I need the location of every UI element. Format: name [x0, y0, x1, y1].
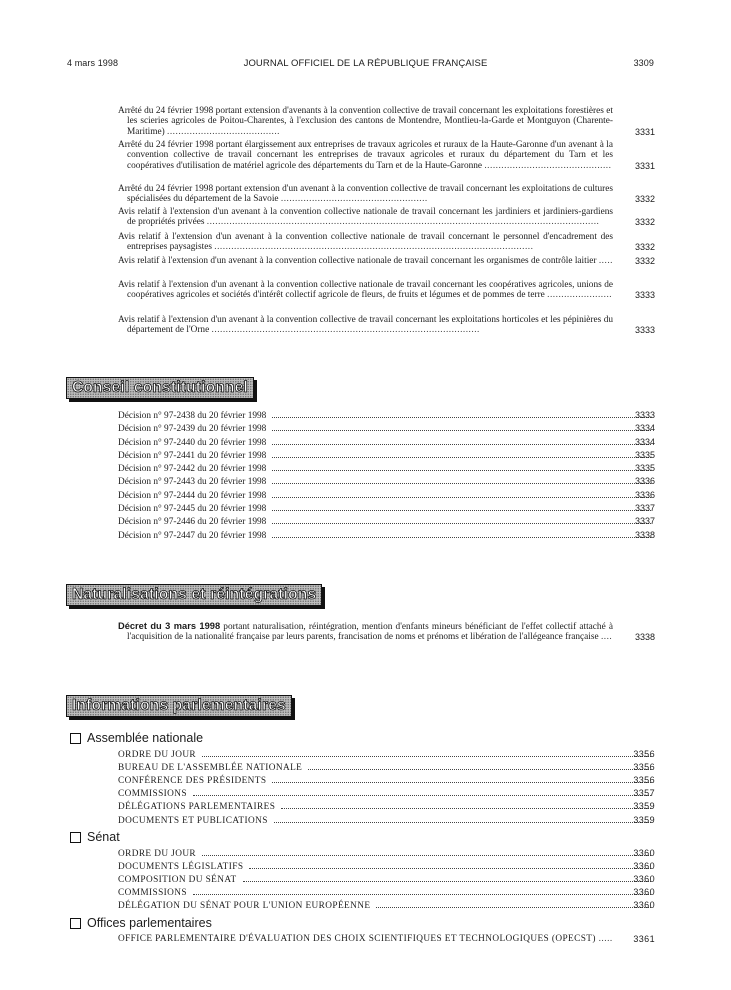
item-label: COMMISSIONS — [118, 789, 187, 799]
toc-entry[interactable]: Avis relatif à l'extension d'un avenant à la convention collective nationale de travail concernant le personnel d'encadrement des entreprises paysagistes ................................................................................................................. 3332 — [118, 232, 655, 253]
decision-label: Décision n° 97-2445 du 20 février 1998 — [118, 504, 267, 514]
item-page: 3356 — [633, 762, 655, 772]
entry-page: 3331 — [634, 160, 655, 171]
entry-page: 3332 — [634, 194, 655, 205]
decision-page: 3334 — [634, 437, 655, 447]
entry-text: Avis relatif à l'extension d'un avenant à la convention collective nationale de travail concernant le personnel d'encadrement des entreprises paysagistes — [118, 232, 613, 253]
decision-page: 3337 — [634, 503, 655, 513]
item-page: 3359 — [633, 815, 655, 825]
item-label: DÉLÉGATION DU SÉNAT POUR L'UNION EUROPÉENNE — [118, 901, 371, 911]
decision-page: 3336 — [634, 490, 655, 500]
banner-title: Naturalisations et réintégrations — [72, 586, 317, 603]
toc-entry[interactable]: Arrêté du 24 février 1998 portant extension d'avenants à la convention collective de travail concernant les exploitations forestières et les scieries agricoles de Poitou-Charentes, à l'exclusion des cantons de Montendre, Montlieu-la-Garde et Montguyon (Charente-Maritime) ........................................ 3331 — [118, 106, 655, 137]
decision-row[interactable] — [118, 490, 655, 501]
entry-text: Avis relatif à l'extension d'un avenant à la convention collective nationale de travail concernant les coopératives agricoles, unions de coopératives agricoles et sociétés d'intérêt collectif agricole de fleurs, de fruits et légumes et de pommes de terre — [118, 280, 613, 301]
subsection-offices — [70, 916, 212, 930]
decision-page: 3338 — [634, 530, 655, 540]
banner-title: Conseil constitutionnel — [72, 379, 248, 396]
item-page: 3360 — [633, 900, 655, 910]
section-banner-informations — [66, 695, 292, 717]
decision-label: Décision n° 97-2447 du 20 février 1998 — [118, 531, 267, 541]
decision-page: 3335 — [634, 463, 655, 473]
toc-entry[interactable]: Avis relatif à l'extension d'un avenant à la convention collective nationale de travail concernant les jardiniers et jardiniers-gardiens de propriétés privées ........................................................................................................................................... 3332 — [118, 207, 655, 228]
entry-text: Arrêté du 24 février 1998 portant extension d'un avenant à la convention collective de travail concernant les exploitations de cultures spécialisées du département de la Savoie — [118, 184, 613, 205]
entry-text: Avis relatif à l'extension d'un avenant à la convention collective nationale de travail concernant les jardiniers et jardiniers-gardiens de propriétés privées — [118, 207, 613, 228]
decision-row[interactable] — [118, 410, 655, 421]
entry-page: 3333 — [634, 290, 655, 301]
entry-page: 3332 — [634, 256, 655, 266]
list-item[interactable] — [118, 874, 655, 885]
item-page: 3359 — [633, 801, 655, 811]
decision-label: Décision n° 97-2440 du 20 février 1998 — [118, 438, 267, 448]
list-item[interactable] — [118, 788, 655, 799]
list-item[interactable] — [118, 861, 655, 872]
item-page: 3360 — [633, 874, 655, 884]
entry-text: Avis relatif à l'extension d'un avenant à la convention collective nationale de travail concernant les organismes de contrôle laitier — [118, 256, 597, 266]
item-label: ORDRE DU JOUR — [118, 750, 197, 760]
subsection-heading: Offices parlementaires — [87, 916, 212, 930]
item-label: ORDRE DU JOUR — [118, 849, 197, 859]
item-label: COMPOSITION DU SÉNAT — [118, 875, 237, 885]
header-page-number: 3309 — [633, 58, 654, 68]
list-item[interactable] — [118, 749, 655, 760]
decision-page: 3335 — [634, 450, 655, 460]
decision-row[interactable] — [118, 503, 655, 514]
entry-page: 3332 — [634, 242, 655, 253]
toc-entry[interactable]: Arrêté du 24 février 1998 portant extension d'un avenant à la convention collective de travail concernant les exploitations de cultures spécialisées du département de la Savoie .................................................... 3332 — [118, 184, 655, 205]
item-page: 3360 — [633, 848, 655, 858]
decision-label: Décision n° 97-2443 du 20 février 1998 — [118, 477, 267, 487]
list-item[interactable] — [118, 900, 655, 911]
item-label: DOCUMENTS LÉGISLATIFS — [118, 862, 244, 872]
decision-row[interactable] — [118, 423, 655, 434]
entry-text: Avis relatif à l'extension d'un avenant à la convention collective de travail concernant les exploitations horticoles et les pépinières du département de l'Orne — [118, 315, 613, 336]
item-page: 3361 — [633, 934, 655, 944]
decision-label: Décision n° 97-2439 du 20 février 1998 — [118, 424, 267, 434]
header-journal-title: JOURNAL OFFICIEL DE LA RÉPUBLIQUE FRANÇAISE — [243, 58, 488, 69]
list-item[interactable] — [118, 801, 655, 812]
decision-page: 3334 — [634, 423, 655, 433]
entry-page: 3332 — [634, 217, 655, 228]
decision-row[interactable] — [118, 476, 655, 487]
item-label: COMMISSIONS — [118, 888, 187, 898]
entry-page: 3333 — [634, 325, 655, 336]
entry-page: 3331 — [634, 126, 655, 137]
item-label: DÉLÉGATIONS PARLEMENTAIRES — [118, 802, 276, 812]
decision-label: Décision n° 97-2444 du 20 février 1998 — [118, 491, 267, 501]
toc-entry[interactable]: Avis relatif à l'extension d'un avenant à la convention collective nationale de travail concernant les organismes de contrôle laitier ..... 3332 — [118, 256, 655, 266]
entry-page: 3338 — [634, 632, 655, 643]
banner-title: Informations parlementaires — [72, 697, 286, 714]
decision-label: Décision n° 97-2441 du 20 février 1998 — [118, 451, 267, 461]
list-item[interactable] — [118, 762, 655, 773]
decision-row[interactable] — [118, 516, 655, 527]
item-page: 3356 — [633, 749, 655, 759]
list-item[interactable] — [118, 887, 655, 898]
toc-entry[interactable]: Arrêté du 24 février 1998 portant élargissement aux entreprises de travaux agricoles et ruraux de la Haute-Garonne d'un avenant à la convention collective de travail concernant les entreprises de travaux agricoles et ruraux du département du Tarn et les coopératives d'utilisation de matériel agricole des départements du Tarn et de la Haute-Garonne ............................................. 3331 — [118, 140, 655, 171]
item-label: OFFICE PARLEMENTAIRE D'ÉVALUATION DES CHOIX SCIENTIFIQUES ET TECHNOLOGIQUES (OPECST) — [118, 934, 596, 944]
decret-title: Décret du 3 mars 1998 — [118, 621, 221, 631]
item-page: 3360 — [633, 861, 655, 871]
subsection-heading: Sénat — [87, 830, 120, 844]
decision-row[interactable] — [118, 530, 655, 541]
subsection-heading: Assemblée nationale — [87, 731, 204, 745]
subsection-assemblee — [70, 731, 203, 745]
decret-text: portant naturalisation, réintégration, mention d'enfants mineurs bénéficiant de l'effet collectif attaché à l'acquisition de la nationalité française par leurs parents, francisation de noms et prénoms et libération de l'allégeance française — [127, 622, 613, 643]
decision-page: 3333 — [634, 410, 655, 420]
list-item[interactable] — [118, 815, 655, 826]
item-label: CONFÉRENCE DES PRÉSIDENTS — [118, 776, 267, 786]
item-page: 3360 — [633, 887, 655, 897]
toc-entry-decret[interactable]: Décret du 3 mars 1998 portant naturalisation, réintégration, mention d'enfants mineurs bénéficiant de l'effet collectif attaché à l'acquisition de la nationalité française par leurs parents, francisation de noms et prénoms et libération de l'allégeance française .... 3338 — [118, 621, 655, 643]
decision-page: 3336 — [634, 476, 655, 486]
decision-row[interactable] — [118, 437, 655, 448]
checkbox-square-icon — [70, 733, 81, 744]
list-item[interactable] — [118, 848, 655, 859]
item-label: DOCUMENTS ET PUBLICATIONS — [118, 816, 268, 826]
list-item[interactable] — [118, 775, 655, 786]
section-banner-naturalisations — [66, 584, 322, 606]
toc-entry[interactable]: Avis relatif à l'extension d'un avenant à la convention collective nationale de travail concernant les coopératives agricoles, unions de coopératives agricoles et sociétés d'intérêt collectif agricole de fleurs, de fruits et légumes et de pommes de terre ....................... 3333 — [118, 280, 655, 301]
decision-page: 3337 — [634, 516, 655, 526]
item-page: 3357 — [633, 788, 655, 798]
list-item[interactable]: OFFICE PARLEMENTAIRE D'ÉVALUATION DES CHOIX SCIENTIFIQUES ET TECHNOLOGIQUES (OPECST) ..... 3361 — [118, 934, 655, 944]
header-date: 4 mars 1998 — [67, 58, 119, 68]
item-page: 3356 — [633, 775, 655, 785]
checkbox-square-icon — [70, 918, 81, 929]
entry-text: Arrêté du 24 février 1998 portant extension d'avenants à la convention collective de travail concernant les exploitations forestières et les scieries agricoles de Poitou-Charentes, à l'exclusion des cantons de Montendre, Montlieu-la-Garde et Montguyon (Charente-Maritime) — [118, 106, 613, 137]
decision-row[interactable] — [118, 463, 655, 474]
section-banner-conseil — [66, 377, 254, 399]
toc-entry[interactable]: Avis relatif à l'extension d'un avenant à la convention collective de travail concernant les exploitations horticoles et les pépinières du département de l'Orne ............................................................................................... 3333 — [118, 315, 655, 336]
decision-label: Décision n° 97-2438 du 20 février 1998 — [118, 411, 267, 421]
decision-label: Décision n° 97-2446 du 20 février 1998 — [118, 517, 267, 527]
entry-text: Arrêté du 24 février 1998 portant élargissement aux entreprises de travaux agricoles et ruraux de la Haute-Garonne d'un avenant à la convention collective de travail concernant les entreprises de travaux agricoles et ruraux du département du Tarn et les coopératives d'utilisation de matériel agricole des départements du Tarn et de la Haute-Garonne — [118, 140, 613, 171]
checkbox-square-icon — [70, 832, 81, 843]
decision-label: Décision n° 97-2442 du 20 février 1998 — [118, 464, 267, 474]
subsection-senat — [70, 830, 120, 844]
item-label: BUREAU DE L'ASSEMBLÉE NATIONALE — [118, 763, 303, 773]
decision-row[interactable] — [118, 450, 655, 461]
